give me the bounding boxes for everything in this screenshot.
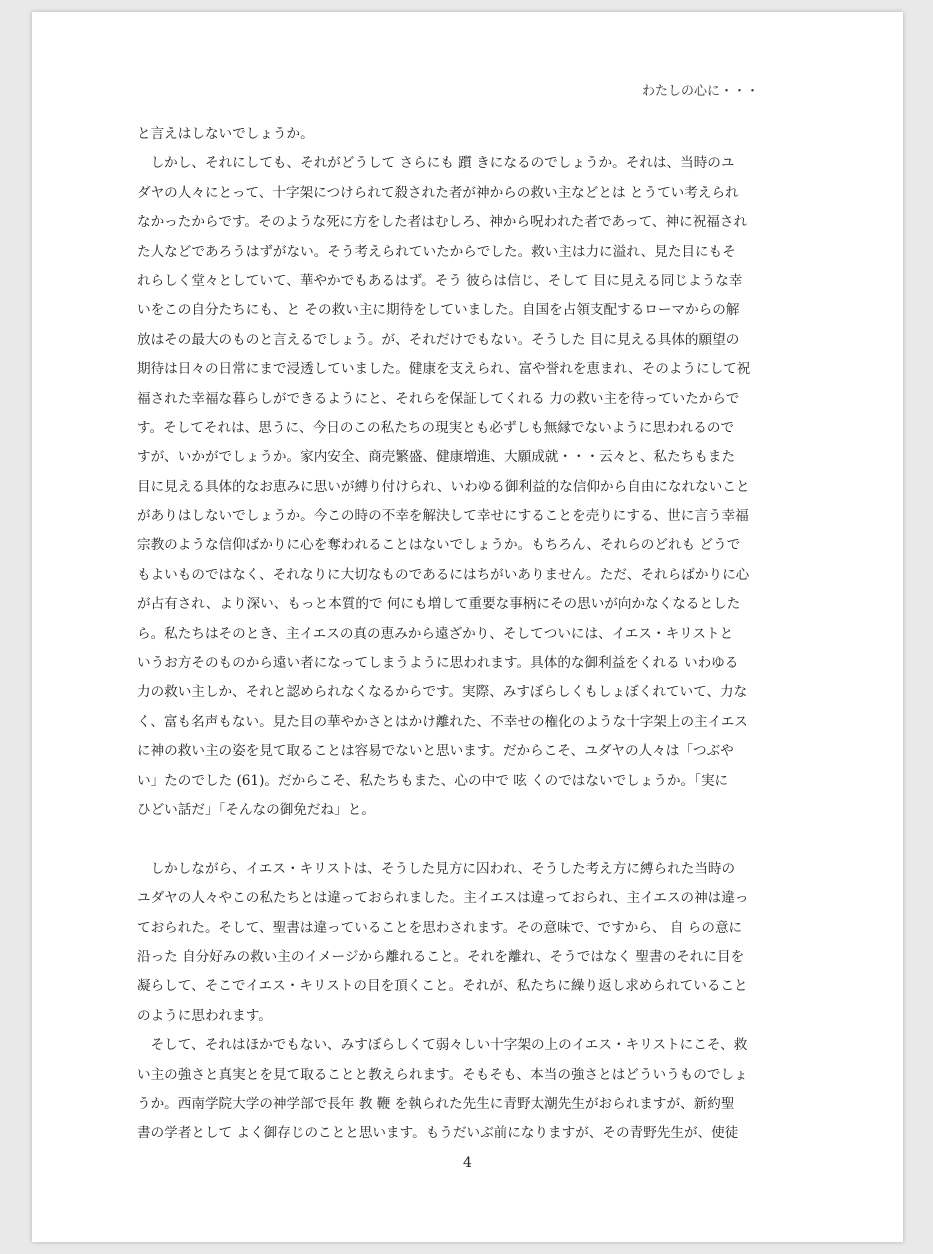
text-line: ら。私たちはそのとき、主イエスの真の恵みから遠ざかり、そしてついには、イエス・キリストと: [137, 625, 734, 642]
text-line: す。そしてそれは、思うに、今日のこの私たちの現実とも必ずしも無縁でないように思われるので: [137, 419, 735, 436]
text-line: いうお方そのものから遠い者になってしまうように思われます。具体的な御利益をくれる いわゆる: [137, 655, 739, 672]
text-line: 沿った 自分好みの救い主のイメージから離れること。それを離れ、そうではなく 聖書のそれに目を: [137, 948, 745, 965]
text-line: なかったからです。そのような死に方をした者はむしろ、神から呪われた者であって、神に祝福され: [137, 214, 748, 231]
text-line: と言えはしないでしょうか。: [137, 126, 314, 142]
text-line: しかし、それにしても、それがどうして さらにも 躓 きになるのでしょうか。それは、当時のユ: [137, 155, 735, 172]
text-line: もよいものではなく、それなりに大切なものであるにはちがいありません。ただ、それらばかりに心: [137, 566, 750, 583]
text-line: れらしく堂々としていて、華やかでもあるはず。そう 彼らは信じ、そして 目に見える同じような幸: [137, 272, 743, 289]
document-page: [32, 12, 903, 1242]
text-line: そして、それはほかでもない、みすぼらしくて弱々しい十字架の上のイエス・キリストにこそ、救: [137, 1037, 748, 1054]
text-line: 書の学者として よく御存じのことと思います。もうだいぶ前になりますが、その青野先生が、使徒: [137, 1125, 739, 1142]
text-line: すが、いかがでしょうか。家内安全、商売繁盛、健康増進、大願成就・・・云々と、私たちもまた: [137, 449, 736, 466]
text-line: のように思われます。: [137, 1007, 272, 1024]
text-line: た人などであろうはずがない。そう考えられていたからでした。救い主は力に溢れ、見た目にもそ: [137, 243, 736, 260]
text-line: が占有され、より深い、もっと本質的で 何にも増して重要な事柄にその思いが向かなくなるとした: [137, 596, 741, 613]
text-line: に神の救い主の姿を見て取ることは容易でないと思います。だからこそ、ユダヤの人々は「つぶや: [137, 743, 734, 760]
text-line: く、富も名声もない。見た目の華やかさとはかけ離れた、不幸せの権化のような十字架上の主イエス: [137, 713, 748, 730]
text-line: ユダヤの人々やこの私たちとは違っておられました。主イエスは違っておられ、主イエスの神は違っ: [137, 890, 749, 907]
text-line: ダヤの人々にとって、十字架につけられて殺された者が神からの救い主などとは とうてい考えられ: [137, 184, 739, 201]
text-line: 凝らして、そこでイエス・キリストの目を頂くこと。それが、私たちに繰り返し求められていること: [137, 978, 748, 995]
text-line: ひどい話だ」「そんなの御免だね」と。: [137, 801, 375, 818]
text-line: ておられた。そして、聖書は違っていることを思わされます。その意味で、ですから、 自 らの意に: [137, 919, 743, 936]
text-line: うか。西南学院大学の神学部で長年 教 鞭 を執られた先生に青野太潮先生がおられますが、新約聖: [137, 1095, 735, 1112]
text-line: 福された幸福な暮らしができるようにと、それらを保証してくれる 力の救い主を待っていたからで: [137, 390, 740, 407]
paragraph: [137, 855, 805, 1149]
text-line: 放はその最大のものと言えるでしょう。が、それだけでもない。そうした 目に見える具体的願望の: [137, 331, 740, 348]
paragraph-gap: [137, 825, 805, 854]
text-line: い主の強さと真実とを見て取ることと教えられます。そもそも、本当の強さとはどういうものでしょ: [137, 1066, 748, 1083]
page-number: 4: [463, 1155, 472, 1171]
text-line: 期待は日々の日常にまで浸透していました。健康を支えられ、富や誉れを恵まれ、そのようにして祝: [137, 361, 751, 378]
paragraph: [137, 120, 805, 825]
text-line: 宗教のような信仰ばかりに心を奪われることはないでしょうか。もちろん、それらのどれも どうで: [137, 537, 741, 554]
text-line: がありはしないでしょうか。今この時の不幸を解決して幸せにすることを売りにする、世に言う幸福: [137, 508, 749, 525]
text-line: 力の救い主しか、それと認められなくなるからです。実際、みすぼらしくもしょぼくれていて、力な: [137, 684, 748, 701]
running-header: わたしの心に・・・: [642, 84, 760, 99]
text-line: しかしながら、イエス・キリストは、そうした見方に囚われ、そうした考え方に縛られた当時の: [137, 860, 736, 877]
text-line: 目に見える具体的なお恵みに思いが縛り付けられ、いわゆる御利益的な信仰から自由になれないこと: [137, 478, 750, 495]
text-line: いをこの自分たちにも、と その救い主に期待をしていました。自国を占領支配するローマからの解: [137, 302, 740, 319]
body-text: [137, 120, 805, 1149]
text-line: い」たのでした (61)。だからこそ、私たちもまた、心の中で 呟 くのではないでしょうか。「実に: [137, 772, 729, 789]
